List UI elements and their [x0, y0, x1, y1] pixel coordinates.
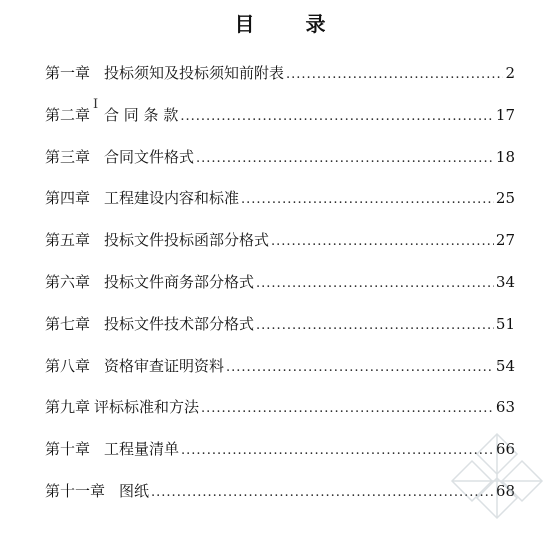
toc-chapter-label: 第五章 [45, 231, 91, 250]
toc-entry-text: 合 同 条 款 [104, 105, 179, 124]
toc-chapter-label: 第二章 [45, 105, 91, 124]
toc-leader-dots [180, 109, 494, 124]
toc-entry-text: 投标文件投标函部分格式 [104, 231, 270, 250]
toc-page-number: 68 [495, 481, 515, 500]
toc-page-number: 63 [495, 398, 515, 417]
toc-page-number: 17 [495, 105, 515, 124]
toc-entry-7[interactable] [45, 313, 515, 355]
toc-chapter-label: 第四章 [45, 189, 91, 208]
toc-page-number: 27 [495, 231, 515, 250]
toc-chapter-label: 第十章 [45, 440, 91, 459]
toc-chapter-label: 第九章 [45, 398, 91, 417]
toc-entry-4[interactable] [45, 187, 515, 229]
toc-leader-dots [256, 276, 494, 291]
page-title: 目 录 [234, 12, 348, 36]
toc-page-number: 18 [495, 147, 515, 166]
toc-page-number: 34 [495, 272, 515, 291]
toc-entry-2[interactable] [45, 104, 515, 146]
toc-entry-8[interactable] [45, 355, 515, 397]
toc-page-number: 51 [495, 314, 515, 333]
toc-leader-dots [241, 192, 494, 207]
toc-entry-text: 合同文件格式 [104, 147, 195, 166]
toc-entry-5[interactable] [45, 229, 515, 271]
toc-page-number: 54 [495, 356, 515, 375]
toc-page-number: 25 [495, 189, 515, 208]
toc-entry-6[interactable] [45, 271, 515, 313]
toc-chapter-label: 第七章 [45, 314, 91, 333]
toc-entry-text: 投标文件商务部分格式 [104, 272, 255, 291]
toc-leader-dots [256, 318, 494, 333]
toc-leader-dots [286, 67, 503, 82]
toc-leader-dots [201, 401, 494, 416]
toc-entry-text: 资格审查证明资料 [104, 356, 225, 375]
toc-entry-text: 投标须知及投标须知前附表 [104, 64, 285, 82]
toc-leader-dots [271, 234, 494, 249]
toc-chapter-label: 第十一章 [45, 481, 106, 500]
toc-entry-text: 工程量清单 [104, 440, 180, 459]
toc-page-number: 66 [495, 440, 515, 459]
toc-chapter-label: 第八章 [45, 356, 91, 375]
toc-entry-1[interactable] [45, 62, 515, 104]
toc-chapter-label: 第一章 [45, 64, 91, 82]
toc-entry-3[interactable] [45, 146, 515, 188]
watermark-logo-icon [442, 426, 552, 526]
toc-leader-dots [196, 151, 494, 166]
toc-chapter-label: 第三章 [45, 147, 91, 166]
toc-leader-dots [226, 360, 494, 375]
toc-entry-text: 图纸 [119, 481, 150, 500]
toc-page-number: 2 [505, 64, 515, 82]
toc-entry-text: 投标文件技术部分格式 [104, 314, 255, 333]
toc-entry-text: 工程建设内容和标准 [104, 189, 240, 208]
toc-entry-text: 评标标准和方法 [94, 398, 200, 417]
text-cursor-icon: I [93, 97, 99, 112]
toc-chapter-label: 第六章 [45, 272, 91, 291]
